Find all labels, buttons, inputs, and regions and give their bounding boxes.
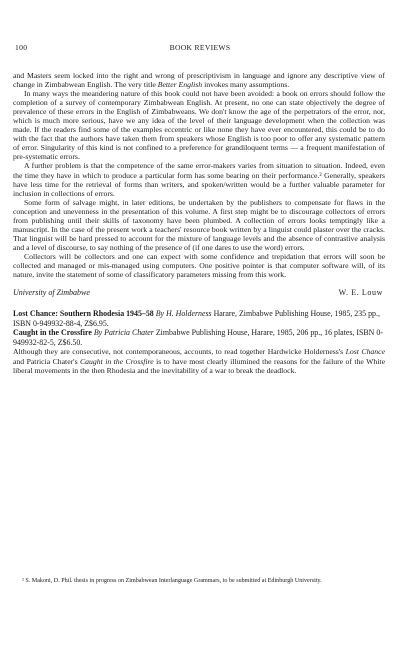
- paragraph-3: A further problem is that the competence of the same error-makers varies from situation to situation. Indeed, even the time they have in which to produce a particular form has some bearing on their performance.² Generally, speakers have less time for the retrieval of forms than writers, and spoken/written would be a further valuable parameter for inclusion in collections of errors.: [13, 161, 385, 198]
- paragraph-2: In many ways the meandering nature of this book could not have been avoided: a book on errors should follow the completion of a survey of contemporary Zimbabwean English. At present, no one can state objectively the degree of prevalence of these errors in the English of Zimbabweans. We don't know the age of the perpetrators of the error, nor, which is much more serious, have we any idea of the level of their language development when the collection was made. If the readers find some of the examples eccentric or like none they have ever encountered, this could be to do with the fact that the authors have taken them from speakers whose English is too poor to offer any systematic pattern of error. Singularity of this kind is not confined to a preference for grandiloquent terms — a frequent manifestation of pre-systematic errors.: [13, 89, 385, 162]
- second-review-opening: [13, 347, 385, 374]
- page-number: 100: [15, 43, 28, 52]
- review-text: Although they are consecutive, not contemporaneous, accounts, to read together Hardwicke Holderness's: [13, 347, 346, 357]
- book-author: By H. Holderness: [155, 309, 212, 319]
- book-citation: [13, 328, 385, 347]
- book-citation: [13, 309, 385, 328]
- book-title: Caught in the Crossfire: [13, 328, 92, 338]
- book-citations: [13, 309, 385, 347]
- paragraph-5: Collectors will be collectors and one can expect with some confidence and trepidation that errors will soon be collected and managed or mis-managed using computers. One positive pointer is that computer software will, of its nature, invite the statement of some of classificatory parameters missing from this work.: [13, 251, 385, 280]
- book-details: Zimbabwe Publishing House, Harare, 1985, 206 pp., 16 plates, ISBN 0-949932-82-5, Z$6.50.: [13, 328, 383, 347]
- paragraph-4: Some form of salvage might, in later editions, be undertaken by the publishers to compensate for flaws in the conception and unevenness in the presentation of this volume. A first step might be to discourage collectors of errors from publishing until their skills of taxonomy have been plumbed. A collection of errors looks temptingly like a manuscript. In the case of the present work a teachers' resource book written by a linguist could plaster over the cracks. That linguist will be hard pressed to account for the mixture of language levels and the absence of contrastive analysis and a level of discourse, to say nothing of the presence of (if one dares to use the word) errors.: [13, 197, 385, 252]
- paragraph-1: and Masters seem locked into the right and wrong of prescriptivism in language and ignore any descriptive view of change in Zimbabwean English. The very title Better English invokes many assumptions.: [13, 71, 385, 90]
- running-title: BOOK REVIEWS: [169, 43, 231, 52]
- book-title: Lost Chance: Southern Rhodesia 1945–58: [13, 309, 154, 319]
- book-title-italic: Lost Chance: [345, 347, 385, 357]
- reviewer-name: W. E. Louw: [338, 288, 383, 298]
- book-details: Harare, Zimbabwe Publishing House, 1985, 235 pp., ISBN 0-949932-88-4, Z$6.95.: [13, 309, 380, 328]
- book-author: By Patricia Chater: [93, 328, 154, 338]
- reviewer-affiliation: University of Zimbabwe: [13, 288, 90, 298]
- running-header: [15, 43, 385, 57]
- footnote: ² S. Makoni, D. Phil. thesis in progress on Zimbabwean Interlanguage Grammars, to be submitted at Edinburgh University.: [22, 578, 322, 584]
- review-body: [13, 71, 385, 375]
- book-title-italic: Caught in the Crossfire: [80, 356, 154, 366]
- review-signature: [13, 288, 385, 299]
- review-text: and Patricia Chater's: [13, 356, 81, 366]
- review-text: is to have most clearly illumined the reasons for the failure of the White liberal movements in the then Rhodesia and the inevitability of a war to break the deadlock.: [13, 356, 385, 375]
